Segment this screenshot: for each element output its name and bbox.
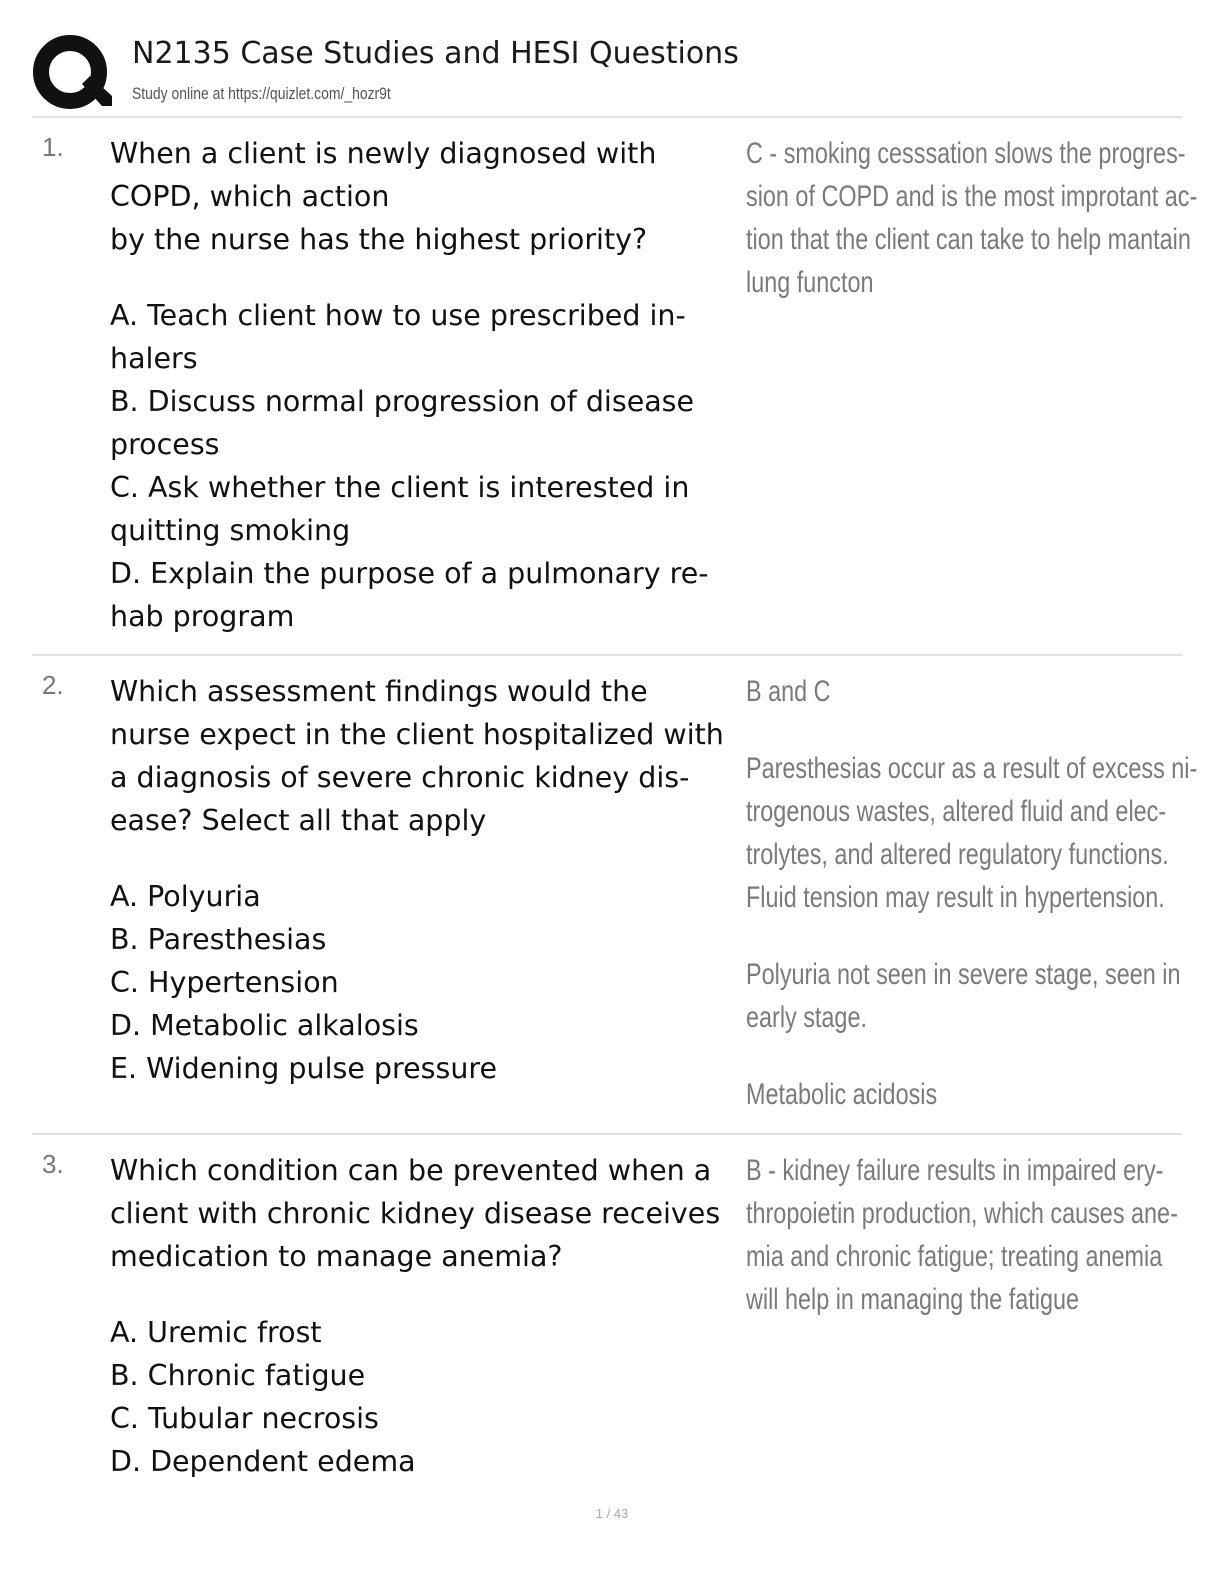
option-line: hab program: [110, 600, 295, 633]
question-line: COPD, which action: [110, 180, 390, 213]
answer-line: Polyuria not seen in severe stage, seen in: [746, 958, 1181, 991]
option-line: quitting smoking: [110, 514, 351, 547]
option-line: C. Ask whether the client is interested in: [110, 471, 690, 504]
question-line: Which assessment findings would the: [110, 675, 648, 708]
answer-line: trogenous wastes, altered fluid and elec-: [746, 795, 1167, 828]
option-line: D. Metabolic alkalosis: [110, 1009, 419, 1042]
header-divider: [32, 116, 1182, 118]
option-line: halers: [110, 342, 198, 375]
answer-options: [110, 875, 745, 1090]
card-divider: [32, 1133, 1182, 1135]
answer-line: trolytes, and altered regulatory functions.: [746, 838, 1169, 871]
question-text: [110, 670, 745, 842]
answer-explanation: [746, 1149, 1178, 1321]
answer-line: sion of COPD and is the most improtant ac-: [746, 180, 1198, 213]
answer-line: B - kidney failure results in impaired ery-: [746, 1154, 1164, 1187]
answer-line: will help in managing the fatigue: [746, 1283, 1080, 1316]
option-line: C. Tubular necrosis: [110, 1402, 379, 1435]
card-number: 1.: [42, 132, 64, 162]
question-line: a diagnosis of severe chronic kidney dis-: [110, 761, 690, 794]
card-number: 3.: [42, 1149, 64, 1179]
page-number: 1 / 43: [595, 1506, 629, 1521]
option-line: A. Uremic frost: [110, 1316, 322, 1349]
question-line: Which condition can be prevented when a: [110, 1154, 712, 1187]
question-line: by the nurse has the highest priority?: [110, 223, 648, 256]
question-line: client with chronic kidney disease receives: [110, 1197, 721, 1230]
answer-line: Paresthesias occur as a result of excess ni-: [746, 752, 1198, 785]
answer-explanation: [746, 670, 1198, 1116]
answer-line: Fluid tension may result in hypertension.: [746, 881, 1165, 914]
question-text: [110, 132, 745, 261]
answer-key: B and C: [746, 675, 831, 708]
option-line: C. Hypertension: [110, 966, 339, 999]
answer-options: [110, 294, 745, 638]
answer-line: lung functon: [746, 266, 874, 299]
question-line: When a client is newly diagnosed with: [110, 137, 657, 170]
question-line: medication to manage anemia?: [110, 1240, 563, 1273]
option-line: B. Discuss normal progression of disease: [110, 385, 695, 418]
answer-line: thropoietin production, which causes ane-: [746, 1197, 1178, 1230]
option-line: A. Polyuria: [110, 880, 261, 913]
study-online-link[interactable]: Study online at https://quizlet.com/_hozr9t: [132, 84, 391, 103]
answer-line: tion that the client can take to help mantain: [746, 223, 1191, 256]
document-title: N2135 Case Studies and HESI Questions: [132, 36, 739, 71]
option-line: A. Teach client how to use prescribed in-: [110, 299, 686, 332]
option-line: B. Chronic fatigue: [110, 1359, 366, 1392]
option-line: process: [110, 428, 220, 461]
option-line: D. Explain the purpose of a pulmonary re-: [110, 557, 709, 590]
question-block: [110, 1149, 745, 1483]
answer-explanation: [746, 132, 1198, 304]
quizlet-logo-icon: [32, 34, 112, 110]
card-divider: [32, 654, 1182, 656]
question-line: ease? Select all that apply: [110, 804, 487, 837]
option-line: D. Dependent edema: [110, 1445, 416, 1478]
answer-line: mia and chronic fatigue; treating anemia: [746, 1240, 1163, 1273]
answer-line: C - smoking cesssation slows the progres-: [746, 137, 1186, 170]
option-line: E. Widening pulse pressure: [110, 1052, 498, 1085]
question-block: [110, 670, 745, 1090]
answer-line: Metabolic acidosis: [746, 1078, 938, 1111]
option-line: B. Paresthesias: [110, 923, 327, 956]
question-text: [110, 1149, 745, 1278]
question-block: [110, 132, 745, 638]
question-line: nurse expect in the client hospitalized with: [110, 718, 724, 751]
answer-options: [110, 1311, 745, 1483]
card-number: 2.: [42, 670, 64, 700]
answer-line: early stage.: [746, 1001, 867, 1034]
